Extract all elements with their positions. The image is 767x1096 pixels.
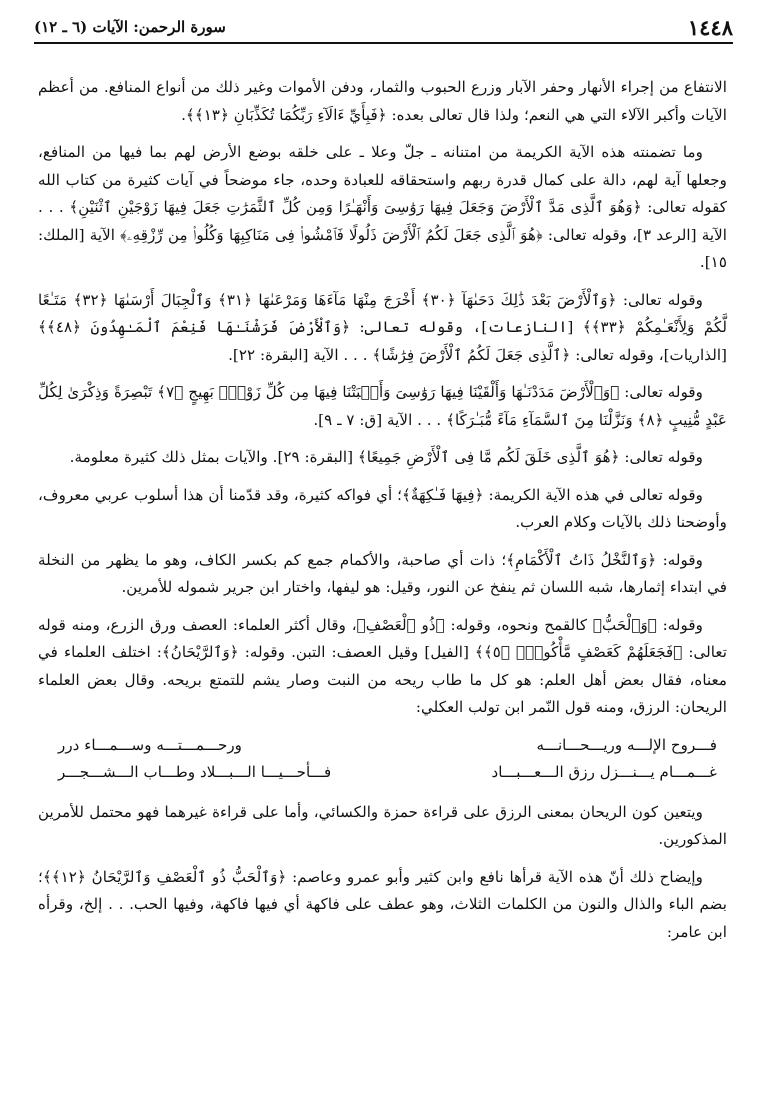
running-title: سورة الرحمن: الآيات (٦ ـ ١٢) [34,18,226,36]
paragraph: وقوله تعالى: ﴿هُوَ ٱلَّذِى خَلَقَ لَكُم مَّا فِى ٱلْأَرْضِ جَمِيعًا﴾ [البقرة: ٢٩]. والآيات بمثل ذلك كثيرة معلومة. [69,448,703,466]
page-header [34,14,733,44]
paragraph: وإيضاح ذلك أنّ هذه الآية قرأها نافع وابن كثير وأبو عمرو وعاصم: ﴿وَٱلْحَبُّ ذُو ٱلْعَصْفِ وَٱلرَّيْحَانُ ﴿١٢﴾﴾؛ بضم الباء والذال والنون من الكلمات الثلاث، وهو عطف على فاكهة أي فيها فاكهة، وفيها الحب. . . إلخ، وقرأه ابن عامر: [38,867,727,941]
poem-hemistich-right: غـــمـــام يـــنـــزل رزق الـــعـــبـــاد [491,763,717,781]
poem-hemistich-left: فـــأحـــيـــا الـــبـــلاد وطـــاب الـــشـــجـــر [58,763,332,781]
paragraph: وقوله: ﴿وَٱلْحَبُّ﴾ كالقمح ونحوه، وقوله: ﴿ذُو ٱلْعَصْفِ﴾، وقال أكثر العلماء: العصف ورق الزرع، ومنه قوله تعالى: ﴿فَجَعَلَهُمْ كَعَصْفٍ مَّأْكُولٍۭ ﴿٥﴾﴾ [الفيل] وقيل العصف: التبن. وقوله: ﴿وَٱلرَّيْحَانُ﴾: اختلف العلماء في معناه، فقال بعض أهل العلم: هو كل ما طاب ريحه من النبت وصار يشم للتمتع بريحه. وقال بعض العلماء الريحان: الرزق، ومنه قول النّمر ابن تولب العكلي: [38,615,727,716]
paragraph: وقوله تعالى: ﴿وَٱلْأَرْضَ مَدَدْنَـٰهَا وَأَلْقَيْنَا فِيهَا رَوَٰسِىَ وَأَنۢبَتْنَا فِيهَا مِن كُلِّ زَوْجٍۭ بَهِيجٍ ﴿٧﴾ تَبْصِرَةً وَذِكْرَىٰ لِكُلِّ عَبْدٍ مُّنِيبٍ ﴿٨﴾ وَنَزَّلْنَا مِنَ ٱلسَّمَآءِ مَآءً مُّبَـٰرَكًا﴾ . . . الآية [ق: ٧ ـ ٩]. [38,383,727,429]
paragraph: وقوله تعالى: ﴿وَٱلْأَرْضَ بَعْدَ ذَٰلِكَ دَحَىٰهَآ ﴿٣٠﴾ أَخْرَجَ مِنْهَا مَآءَهَا وَمَرْعَىٰهَا ﴿٣١﴾ وَٱلْجِبَالَ أَرْسَىٰهَا ﴿٣٢﴾ مَتَـٰعًا لَّكُمْ وَلِأَنْعَـٰمِكُمْ ﴿٣٣﴾﴾ [النازعات]، وقوله تعالى: ﴿وَٱلْأَرْضَ فَرَشْنَـٰهَا فَنِعْمَ ٱلْمَـٰهِدُونَ ﴿٤٨﴾﴾ [الذاريات]، وقوله تعالى: ﴿ٱلَّذِى جَعَلَ لَكُمُ ٱلْأَرْضَ فِرَٰشًا﴾ . . . الآية [البقرة: ٢٢]. [38,290,727,364]
paragraph: ويتعين كون الريحان بمعنى الرزق على قراءة حمزة والكسائي، وأما على قراءة غيرهما فهو محتمل للأمرين المذكورين. [38,802,727,848]
page-body [38,74,727,956]
poem [38,732,727,787]
page-number: ١٤٤٨ [687,14,733,40]
paragraph: وقوله: ﴿وَٱلنَّخْلُ ذَاتُ ٱلْأَكْمَامِ﴾؛ ذات أي صاحبة، والأكمام جمع كم بكسر الكاف، وهو ما يظهر من النخلة في ابتداء إثمارها، شبه اللسان ثم ينفخ عن النور، وقيل: هو ليفها، واختار ابن جرير شموله للأمرين. [38,550,727,596]
poem-verse [58,732,717,760]
paragraph: وما تضمنته هذه الآية الكريمة من امتنانه ـ جلّ وعلا ـ على خلقه بوضع الأرض لهم بما فيها من المنافع، وجعلها آية لهم، دالة على كمال قدرة ربهم واستحقاقه للعبادة وحده، جاء موضحاً في آيات كثيرة من كتاب الله كقوله تعالى: ﴿وَهُوَ ٱلَّذِى مَدَّ ٱلْأَرْضَ وَجَعَلَ فِيهَا رَوَٰسِىَ وَأَنْهَـٰرًا وَمِن كُلِّ ٱلثَّمَرَٰتِ جَعَلَ فِيهَا زَوْجَيْنِ ٱثْنَيْنِ﴾ . . . الآية [الرعد ٣]، وقوله تعالى: ﴿هُوَ ٱلَّذِى جَعَلَ لَكُمُ ٱلْأَرْضَ ذَلُولًا فَٱمْشُوا۟ فِى مَنَاكِبِهَا وَكُلُوا۟ مِن رِّزْقِهِۦ﴾ الآية [الملك: ١٥]. [38,143,727,271]
poem-verse [58,759,717,787]
poem-hemistich-left: ورحـــمـــتـــه وســـمـــاء درر [58,735,243,754]
paragraph: الانتفاع من إجراء الأنهار وحفر الآبار وزرع الحبوب والثمار، ودفن الأموات وغير ذلك من أنواع المنافع. من أعظم الآيات وأكبر الآلاء التي هي النعم؛ ولذا قال تعالى بعده: ﴿فَبِأَيِّ ءَالَآءِ رَبِّكُمَا تُكَذِّبَانِ ﴿١٣﴾﴾. [38,78,727,124]
paragraph: وقوله تعالى في هذه الآية الكريمة: ﴿فِيهَا فَـٰكِهَةٌ﴾؛ أي فواكه كثيرة، وقد قدّمنا أن هذا أسلوب عربي معروف، وأوضحنا ذلك بالآيات وكلام العرب. [38,485,727,531]
poem-hemistich-right: فـــروح الإلـــه وريـــحـــانـــه [536,735,717,754]
